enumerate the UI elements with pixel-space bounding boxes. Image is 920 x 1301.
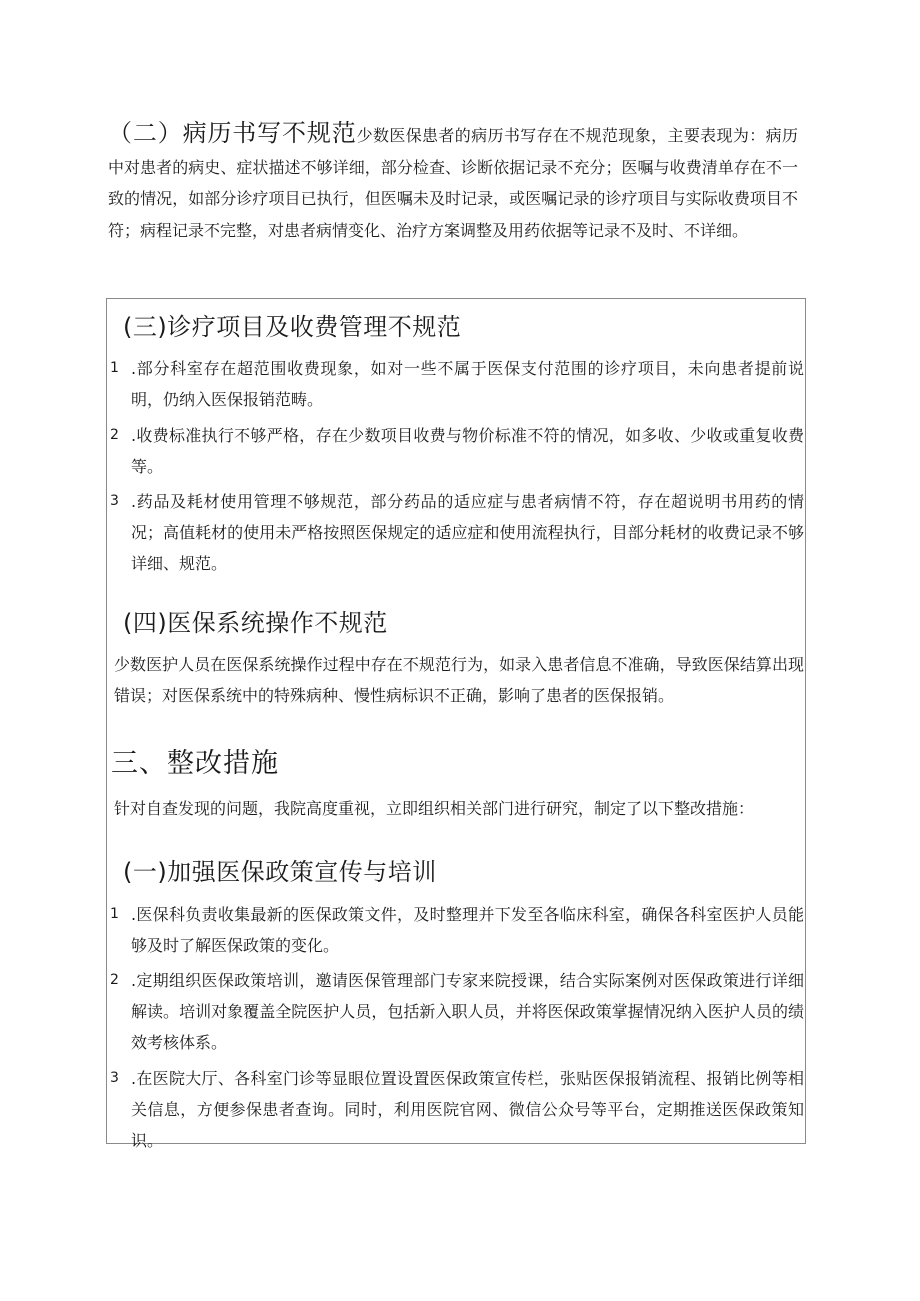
part-heading-rectification: 三、整改措施 [111,748,279,779]
list-item: .在医院大厅、各科室门诊等显眼位置设置医保政策宣传栏，张贴医保报销流程、报销比例等相关信息，方便参保患者查询。同时，利用医院官网、微信公众号等平台，定期推送医保政策知识。 [131,1069,804,1150]
section4-body: 少数医护人员在医保系统操作过程中存在不规范行为，如录入患者信息不准确，导致医保结算出现错误；对医保系统中的特殊病种、慢性病标识不正确，影响了患者的医保报销。 [114,655,804,705]
list-number: 1 [110,906,119,922]
list-item: .部分科室存在超范围收费现象，如对一些不属于医保支付范围的诊疗项目，未向患者提前说明，仍纳入医保报销范畴。 [131,359,804,409]
section-heading-3: (三)诊疗项目及收费管理不规范 [123,313,462,341]
list-number: 1 [110,360,119,376]
list-item: .医保科负责收集最新的医保政策文件，及时整理并下发至各临床科室，确保各科室医护人员能够及时了解医保政策的变化。 [131,905,804,955]
list-number: 2 [110,972,119,988]
measure-heading-1: (一)加强医保政策宣传与培训 [123,858,437,886]
intro-lead: 少数医保患者的病历书写存在不规范现象，主要表现为： [356,126,766,145]
section-heading-4: (四)医保系统操作不规范 [123,609,388,637]
list-item: .收费标准执行不够严格，存在少数项目收费与物价标准不符的情况，如多收、少收或重复收费等。 [131,426,804,476]
list-number: 3 [110,1070,119,1086]
list-item: .药品及耗材使用管理不够规范，部分药品的适应症与患者病情不符，存在超说明书用药的情况；高值耗材的使用未严格按照医保规定的适应症和使用流程执行，目部分耗材的收费记录不够详细、规范。 [131,492,804,573]
part3-body: 针对自查发现的问题，我院高度重视，立即组织相关部门进行研究，制定了以下整改措施： [114,799,755,818]
list-number: 2 [110,427,119,443]
intro-paragraph [108,118,798,246]
list-number: 3 [110,493,119,509]
section-heading-2: （二）病历书写不规范 [108,119,357,147]
content-box [106,298,806,1150]
intro-body: 病历中对患者的病史、症状描述不够详细，部分检查、诊断依据记录不充分；医嘱与收费清单存在不一致的情况，如部分诊疗项目已执行，但医嘱未及时记录，或医嘱记录的诊疗项目与实际收费项目不符；病程记录不完整，对患者病情变化、治疗方案调整及用药依据等记录不及时、不详细。 [108,126,798,240]
list-item: .定期组织医保政策培训，邀请医保管理部门专家来院授课，结合实际案例对医保政策进行详细解读。培训对象覆盖全院医护人员，包括新入职人员，并将医保政策掌握情况纳入医护人员的绩效考核体系。 [131,971,804,1052]
